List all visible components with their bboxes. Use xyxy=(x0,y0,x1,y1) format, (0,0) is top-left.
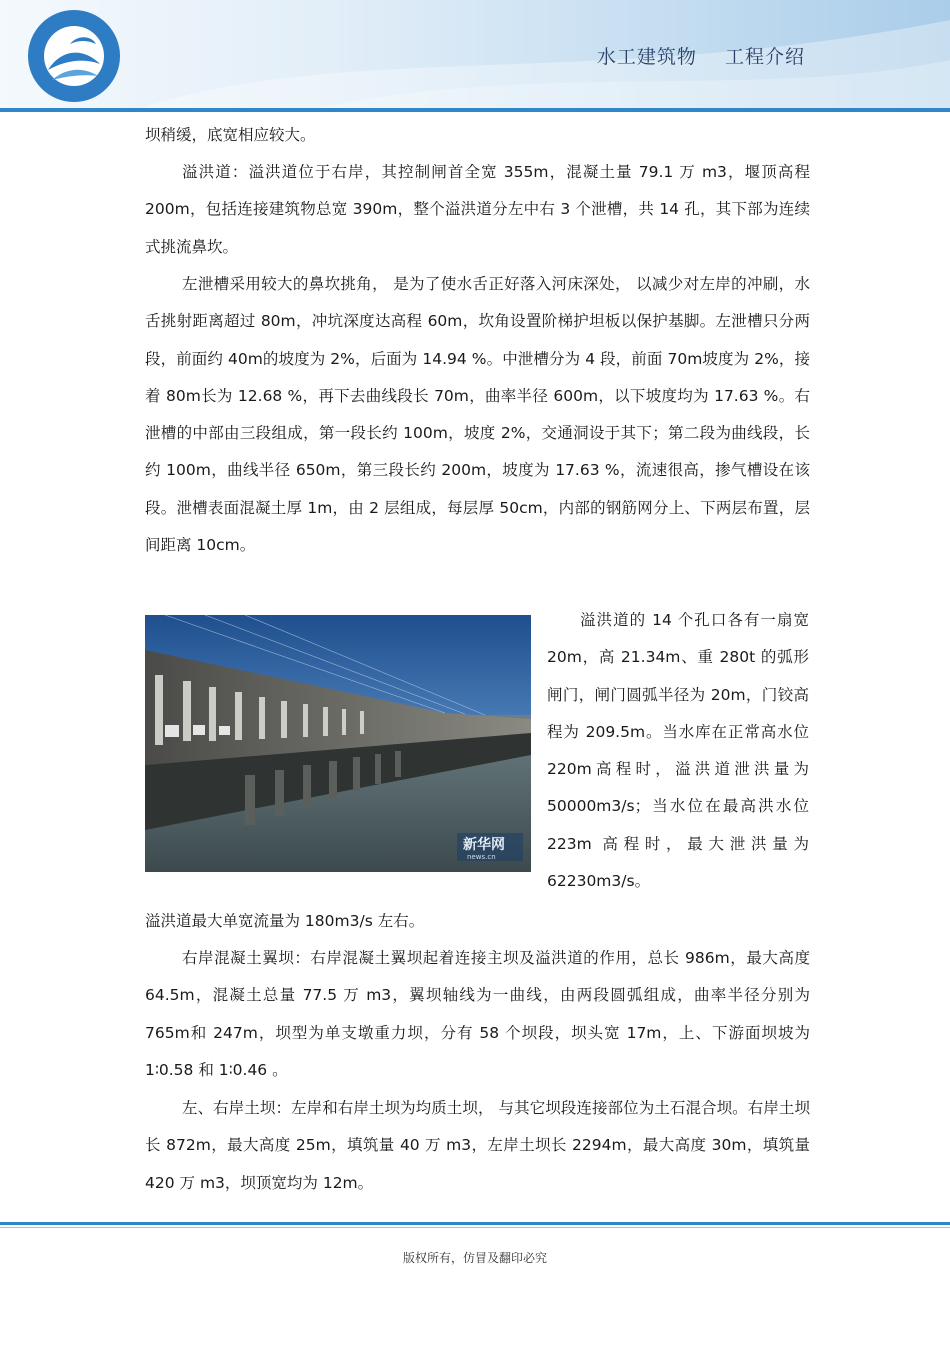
paragraph-earth-dams: 左、右岸土坝：左岸和右岸土坝为均质土坝， 与其它坝段连接部位为土石混合坝。右岸土坝长 872m，最大高度 25m，填筑量 40 万 m3，左岸土坝长 2294m，最大高度 30m，填筑量 420 万 m3，坝顶宽均为 12m。 xyxy=(145,1099,810,1192)
header-divider xyxy=(0,108,950,112)
header-swoosh-decoration xyxy=(0,0,950,112)
paragraph-right-wing-dam: 右岸混凝土翼坝：右岸混凝土翼坝起着连接主坝及溢洪道的作用，总长 986m，最大高度 64.5m，混凝土总量 77.5 万 m3，翼坝轴线为一曲线，由两段圆弧组成，曲率半径分别为 765m和 247m，坝型为单支墩重力坝，分有 58 个坝段，坝头宽 17m，上、下游面坝坡为 1∶0.58 和 1∶0.46 。 xyxy=(145,949,810,1079)
photo-watermark: 新华网 xyxy=(463,837,505,853)
footer-divider xyxy=(0,1222,950,1225)
paragraph-continuation: 坝稍缓，底宽相应较大。 xyxy=(145,126,316,144)
spillway-photo xyxy=(145,615,531,872)
page-header xyxy=(0,0,950,112)
paragraph-spillway: 溢洪道：溢洪道位于右岸，其控制闸首全宽 355m，混凝土量 79.1 万 m3，堰顶高程 200m，包括连接建筑物总宽 390m，整个溢洪道分左中右 3 个泄槽，共 14 孔，其下部为连续式挑流鼻坎。 xyxy=(145,163,810,256)
school-logo-icon xyxy=(22,8,126,104)
page-header-title: 水工建筑物 工程介绍 xyxy=(596,46,805,68)
paragraph-left-chute: 左泄槽采用较大的鼻坎挑角， 是为了使水舌正好落入河床深处， 以减少对左岸的冲刷，水舌挑射距离超过 80m，冲坑深度达高程 60m，坎角设置阶梯护坦板以保护基脚。左泄槽只分两段，前面约 40m的坡度为 2%，后面为 14.94 %。中泄槽分为 4 段，前面 70m坡度为 2%，接着 80m长为 12.68 %，再下去曲线段长 70m，曲率半径 600m，以下坡度均为 17.63 %。右泄槽的中部由三段组成，第一段长约 100m，坡度 2%，交通洞设于其下；第二段为曲线段，长约 100m，曲线半径 650m，第三段长约 200m，坡度为 17.63 %，流速很高，掺气槽设在该段。泄槽表面混凝土厚 1m，由 2 层组成，每层厚 50cm，内部的钢筋网分上、下两层布置，层间距离 10cm。 xyxy=(145,275,810,555)
paragraph-gates: 溢洪道的 14 个孔口各有一扇宽 20m，高 21.34m、重 280t 的弧形闸门，闸门圆弧半径为 20m，门铰高程为 209.5m。当水库在正常高水位 220m高程时，溢洪道泄洪量为 50000m3/s；当水位在最高洪水位 223m 高程时，最大泄洪量为 62230m3/s。 xyxy=(547,611,809,891)
copyright-footer: 版权所有，仿冒及翻印必究 xyxy=(402,1251,547,1265)
photo-watermark-url: news.cn xyxy=(467,853,496,861)
paragraph-unit-discharge: 溢洪道最大单宽流量为 180m3/s 左右。 xyxy=(145,912,425,930)
footer-divider-thin xyxy=(0,1227,950,1228)
